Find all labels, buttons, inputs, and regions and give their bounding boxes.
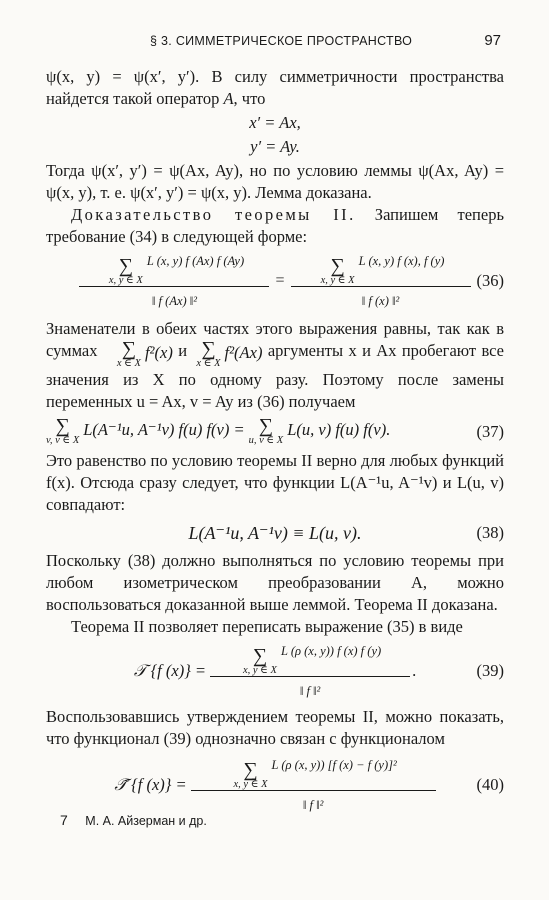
eq36-left-fraction: ∑ x, y ∈ X L (x, y) f (Ax) f (Ay) ‖ f (Ax) ‖² xyxy=(79,250,269,312)
eq39-number: (39) xyxy=(476,661,504,680)
eq37-number: (37) xyxy=(476,421,504,441)
proof-heading: Доказательство теоремы II. xyxy=(71,205,356,224)
equation-x: x′ = Ax, xyxy=(249,113,301,132)
paragraph-7: Теорема II позволяет переписать выражение (35) в виде xyxy=(71,617,463,636)
page-number: 97 xyxy=(484,32,501,49)
eq38-number: (38) xyxy=(476,523,504,542)
equation-36: ∑ x, y ∈ X L (x, y) f (Ax) f (Ay) ‖ f (Ax) ‖² = ∑ x, y ∈ X L (x, y) f (x), f (y) ‖ f (x) ‖² (36) xyxy=(46,250,504,312)
equation-y: y′ = Ay. xyxy=(250,137,300,156)
paragraph-4: Знаменатели в обеих частях этого выражения равны, так как в суммах ∑ x ∈ X f²(x) и ∑ x ∈ X f²(Ax) аргументы x и Ax пробегают все значения из X по одному разу. Поэтому после замены переменных u = Ax, v = Ay из (36) получаем xyxy=(46,319,504,411)
signature-number: 7 xyxy=(60,812,68,828)
signature-footer xyxy=(60,812,207,828)
section-title: § 3. СИММЕТРИЧЕСКОЕ ПРОСТРАНСТВО xyxy=(150,34,413,48)
equation-38: L(A⁻¹u, A⁻¹v) ≡ L(u, v). (38) xyxy=(188,523,504,543)
eq39-fraction: ∑ x, y ∈ X L (ρ (x, y)) f (x) f (y) ‖ f ‖² xyxy=(210,640,410,702)
paragraph-8: Воспользовавшись утверждением теоремы II, можно показать, что функционал (39) однозначно связан с функционалом xyxy=(46,707,504,748)
eq36-right-fraction: ∑ x, y ∈ X L (x, y) f (x), f (y) ‖ f (x) ‖² xyxy=(291,250,471,312)
paragraph-2: Тогда ψ(x′, y′) = ψ(Ax, Ay), но по условию леммы ψ(Ax, Ay) = ψ(x, y), т. е. ψ(x′, y′) = ψ(x, y). Лемма доказана. xyxy=(46,161,504,202)
eq40-number: (40) xyxy=(476,775,504,794)
equation-40: 𝒯̃ {f (x)} = ∑ x, y ∈ X L (ρ (x, y)) [f (x) − f (y)]² ‖ f ‖² (40) xyxy=(46,754,504,816)
signature-text: М. А. Айзерман и др. xyxy=(85,814,207,828)
page-body xyxy=(46,66,504,820)
paragraph-5: Это равенство по условию теоремы II верно для любых функций f(x). Отсюда сразу следует, что функции L(A⁻¹u, A⁻¹v) и L(u, v) совпадают: xyxy=(46,451,504,514)
paragraph-3: Доказательство теоремы II. Запишем теперь требование (34) в следующей форме: xyxy=(46,205,504,246)
equation-39: 𝒯 {f (x)} = ∑ x, y ∈ X L (ρ (x, y)) f (x) f (y) ‖ f ‖² . (39) xyxy=(46,640,504,702)
paragraph-1: ψ(x, y) = ψ(x′, y′). В силу симметричности пространства найдется такой оператор A, что xyxy=(46,67,504,108)
eq40-fraction: ∑ x, y ∈ X L (ρ (x, y)) [f (x) − f (y)]² ‖ f ‖² xyxy=(191,754,436,816)
running-header xyxy=(0,34,549,54)
equation-37: ∑ v, v ∈ X L(A⁻¹u, A⁻¹v) f(u) f(v) = ∑ u, v ∈ X L(u, v) f(u) f(v). (37) xyxy=(46,415,504,446)
paragraph-6: Поскольку (38) должно выполняться по условию теоремы при любом изометрическом преобразовании A, можно воспользоваться доказанной выше леммой. Теорема II доказана. xyxy=(46,551,504,614)
eq36-number: (36) xyxy=(476,271,504,290)
